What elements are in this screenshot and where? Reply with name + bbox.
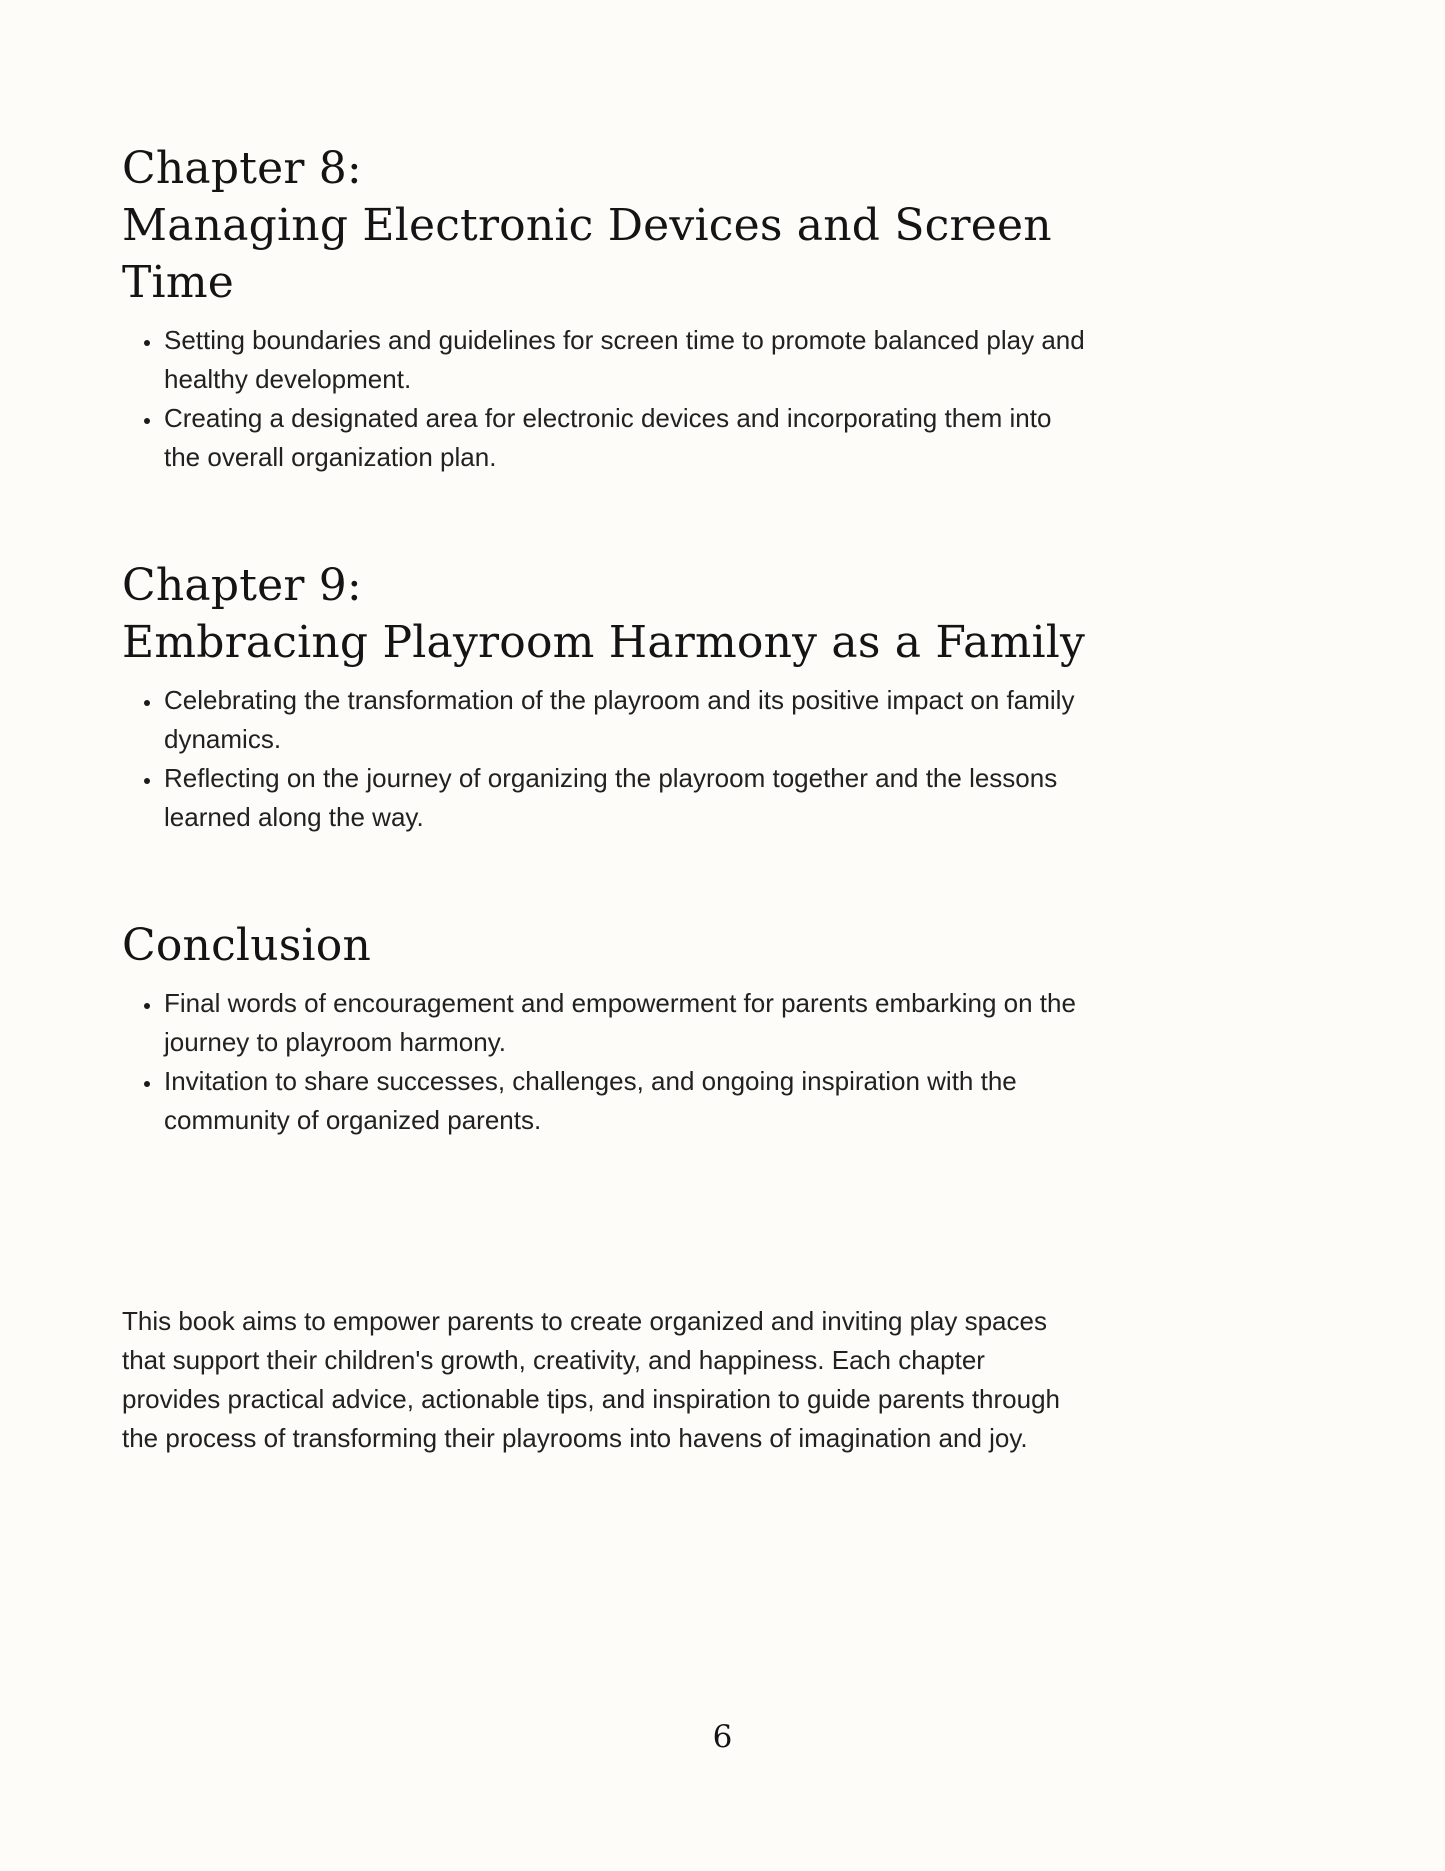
page-number: 6 bbox=[712, 1719, 733, 1755]
chapter-8-heading bbox=[122, 140, 1090, 311]
chapter-9-bullet-list bbox=[122, 681, 1090, 837]
section-chapter-9 bbox=[122, 557, 1090, 837]
section-conclusion bbox=[122, 917, 1090, 1140]
chapter-8-bullet-list bbox=[122, 321, 1090, 477]
conclusion-heading bbox=[122, 917, 1090, 974]
closing-paragraph: This book aims to empower parents to create organized and inviting play spaces that support their children's growth, creativity, and happiness. Each chapter provides practical advice, actionable tips, and inspiration to guide parents through the process of transforming their playrooms into havens of imagination and joy. bbox=[122, 1306, 1061, 1453]
chapter-9-title-text: Embracing Playroom Harmony as a Family bbox=[122, 617, 1086, 668]
chapter-8-title-text: Managing Electronic Devices and Screen Time bbox=[122, 200, 1052, 308]
chapter-9-title-number: Chapter 9: bbox=[122, 560, 362, 611]
conclusion-bullet-list bbox=[122, 984, 1090, 1140]
conclusion-title-text: Conclusion bbox=[122, 920, 372, 971]
chapter-9-heading bbox=[122, 557, 1090, 671]
list-item: • Invitation to share successes, challenges, and ongoing inspiration with the community of organized parents. bbox=[163, 1062, 1090, 1140]
chapter-8-title-number: Chapter 8: bbox=[122, 143, 362, 194]
section-chapter-8 bbox=[122, 140, 1090, 477]
list-item: • Setting boundaries and guidelines for screen time to promote balanced play and healthy development. bbox=[163, 321, 1090, 399]
list-item: • Creating a designated area for electronic devices and incorporating them into the overall organization plan. bbox=[163, 399, 1090, 477]
page-footer bbox=[0, 1719, 1445, 1871]
list-item: • Celebrating the transformation of the playroom and its positive impact on family dynamics. bbox=[163, 681, 1090, 759]
list-item: • Final words of encouragement and empowerment for parents embarking on the journey to playroom harmony. bbox=[163, 984, 1090, 1062]
list-item: • Reflecting on the journey of organizing the playroom together and the lessons learned along the way. bbox=[163, 759, 1090, 837]
